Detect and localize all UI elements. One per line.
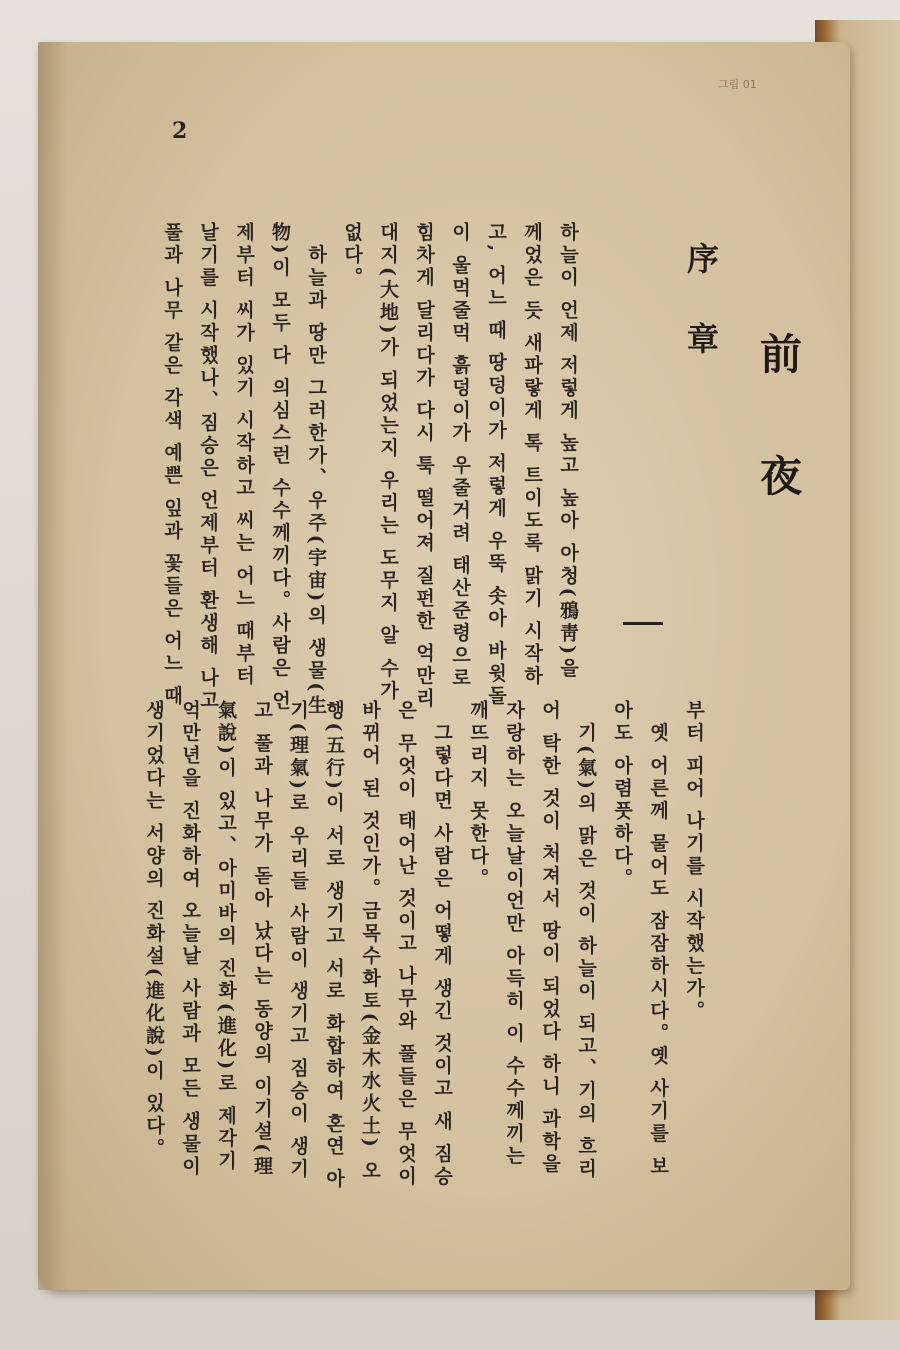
text-column: 物)이 모두 다 의심스런 수수께끼다。사람은 언 bbox=[269, 222, 291, 713]
corner-mark: 그림 01 bbox=[718, 78, 757, 91]
text-column: 이 울먹줄먹 흙덩이가 우줄거려 태산준령으로 bbox=[449, 222, 471, 690]
text-column: 아도 아렴풋하다。 bbox=[611, 700, 633, 891]
text-column: 깨뜨리지 못한다。 bbox=[467, 700, 489, 891]
text-column: 께었은 듯 새파랗게 톡 트이도록 맑기 시작하 bbox=[521, 222, 543, 688]
text-column: 어 탁한 것이 처져서 땅이 되었다 하니 과학을 bbox=[539, 700, 561, 1176]
text-column: 은 무엇이 태어난 것이고 나무와 풀들은 무엇이 bbox=[395, 700, 417, 1189]
text-column: 고, 어느 때 땅덩이가 저렇게 우뚝 솟아 바윗돌 bbox=[485, 222, 507, 708]
text-column: 억만년을 진화하여 오늘날 사람과 모든 생물이 bbox=[179, 700, 201, 1179]
text-column: 옛 어른께 물어도 잠잠하시다。옛 사기를 보 bbox=[647, 700, 669, 1179]
text-column: 힘차게 달리다가 다시 툭 떨어져 질펀한 억만리 bbox=[413, 222, 435, 711]
page-number: 2 bbox=[172, 118, 188, 144]
text-column: 날기를 시작했나、짐승은 언제부터 환생해 나고 bbox=[197, 222, 219, 713]
text-column: 하늘과 땅만 그러한가、우주(宇宙)의 생물(生 bbox=[305, 222, 327, 718]
section-marker bbox=[623, 622, 663, 625]
chapter-heading: 序章 bbox=[682, 242, 720, 402]
text-column: 바뀌어 된 것인가。금목수화토(金木水火土) 오 bbox=[359, 700, 381, 1183]
text-column: 행(五行)이 서로 생기고 서로 화합하여 혼연 아 bbox=[323, 700, 345, 1191]
text-column: 기(氣)의 맑은 것이 하늘이 되고、기의 흐리 bbox=[575, 700, 597, 1181]
text-column: 고 풀과 나무가 돋아 났다는 동양의 이기설(理 bbox=[251, 700, 273, 1179]
page-title: 前夜 bbox=[754, 332, 803, 576]
text-column: 풀과 나무 같은 각색 예쁜 잎과 꽃들은 어느 때 bbox=[161, 222, 183, 708]
book-page bbox=[38, 42, 850, 1290]
text-column: 그렇다면 사람은 어떻게 생긴 것이고 새 짐승 bbox=[431, 700, 453, 1189]
text-column: 하늘이 언제 저렇게 높고 높아 아청(鴉靑)을 bbox=[557, 222, 579, 681]
text-column: 부터 피어 나기를 시작했는가。 bbox=[683, 700, 705, 1023]
text-column: 없다。 bbox=[341, 222, 363, 290]
text-column: 자랑하는 오늘날이언만 아득히 이 수수께끼는 bbox=[503, 700, 525, 1168]
text-column: 대지(大地)가 되었는지 우리는 도무지 알 수가 bbox=[377, 222, 399, 703]
text-column: 제부터 씨가 있기 시작하고 씨는 어느 때부터 bbox=[233, 222, 255, 688]
text-column: 기(理氣)로 우리들 사람이 생기고 짐승이 생기 bbox=[287, 700, 309, 1181]
text-column: 생기었다는 서양의 진화설(進化說)이 있다。 bbox=[143, 700, 165, 1161]
text-column: 氣說)이 있고、아미바의 진화(進化)로 제각기 bbox=[215, 700, 237, 1173]
